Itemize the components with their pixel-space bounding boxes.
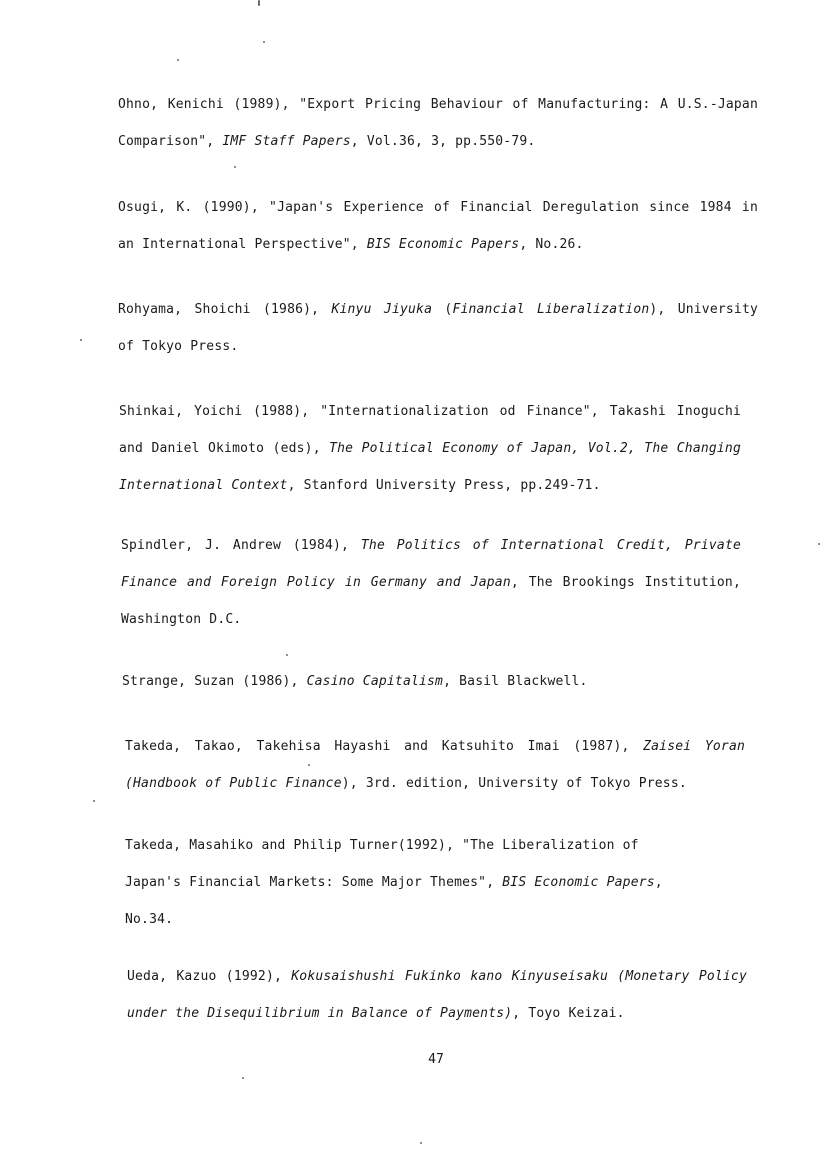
reference-line: International Context, Stanford University Press, pp.249-71. [119,478,601,493]
reference-line: Osugi, K. (1990), "Japan's Experience of Financial Deregulation since 1984 in [118,200,758,215]
reference-line: an International Perspective", BIS Economic Papers, No.26. [118,237,584,252]
reference-entry [118,291,758,365]
scan-speck [234,166,236,168]
scan-speck [420,1142,422,1144]
reference-line: Finance and Foreign Policy in Germany and Japan, The Brookings Institution, [121,575,741,590]
reference-line: Spindler, J. Andrew (1984), The Politics of International Credit, Private [121,538,742,553]
scan-speck [286,654,288,656]
reference-entry [118,86,758,160]
page-number: 47 [428,1052,444,1067]
reference-line: Shinkai, Yoichi (1988), "Internationalization od Finance", Takashi Inoguchi [119,404,741,419]
reference-line: No.34. [125,912,174,927]
reference-line: Strange, Suzan (1986), Casino Capitalism, Basil Blackwell. [122,674,588,689]
reference-line: Japan's Financial Markets: Some Major Themes", BIS Economic Papers, [125,875,663,890]
reference-line: Rohyama, Shoichi (1986), Kinyu Jiyuka (Financial Liberalization), University [118,302,758,317]
reference-line: under the Disequilibrium in Balance of Payments), Toyo Keizai. [127,1006,625,1021]
reference-line: Ohno, Kenichi (1989), "Export Pricing Behaviour of Manufacturing: A U.S.-Japan [118,97,758,112]
scan-speck [263,41,265,43]
reference-entry [118,189,758,263]
reference-entry [127,958,747,1032]
reference-line: Takeda, Takao, Takehisa Hayashi and Katsuhito Imai (1987), Zaisei Yoran [125,739,745,754]
reference-entry [122,663,762,700]
reference-line: Takeda, Masahiko and Philip Turner(1992), "The Liberalization of [125,838,639,853]
reference-line: (Handbook of Public Finance), 3rd. edition, University of Tokyo Press. [125,776,687,791]
reference-line: of Tokyo Press. [118,339,239,354]
reference-entry [125,728,745,802]
scan-speck [93,800,95,802]
scan-speck [258,0,260,6]
scan-speck [242,1077,244,1079]
reference-line: Washington D.C. [121,612,242,627]
reference-entry [125,827,765,938]
scan-speck [80,339,82,341]
reference-entry [119,393,741,504]
reference-line: and Daniel Okimoto (eds), The Political Economy of Japan, Vol.2, The Changing [119,441,741,456]
scan-speck [308,764,310,766]
scan-speck [818,543,820,545]
reference-line: Comparison", IMF Staff Papers, Vol.36, 3, pp.550-79. [118,134,536,149]
reference-entry [121,527,741,638]
reference-line: Ueda, Kazuo (1992), Kokusaishushi Fukinko kano Kinyuseisaku (Monetary Policy [127,969,747,984]
scan-speck [177,59,179,61]
